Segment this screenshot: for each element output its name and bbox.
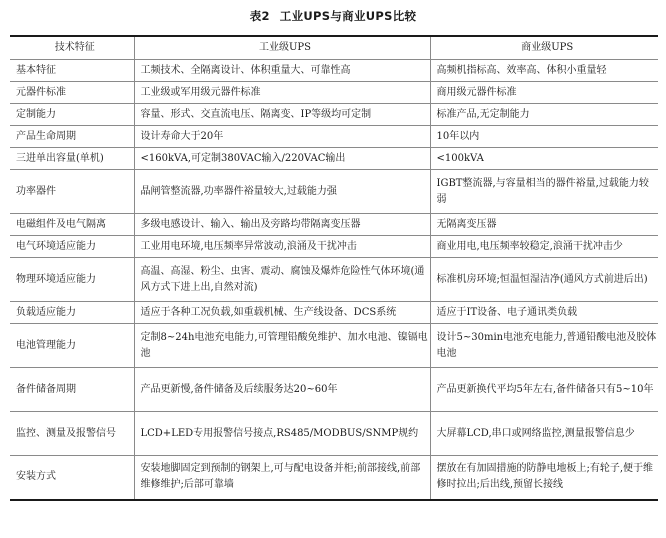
header-industrial: 工业级UPS [134, 36, 430, 60]
feature-cell: 元器件标准 [10, 82, 134, 104]
commercial-cell: 无隔离变压器 [430, 214, 658, 236]
commercial-cell: 10年以内 [430, 126, 658, 148]
commercial-cell: 商业用电,电压频率较稳定,浪涌干扰冲击少 [430, 236, 658, 258]
header-feature: 技术特征 [10, 36, 134, 60]
feature-cell: 产品生命周期 [10, 126, 134, 148]
table-caption [0, 8, 666, 24]
commercial-cell: 适应于IT设备、电子通讯类负载 [430, 302, 658, 324]
feature-cell: 电气环境适应能力 [10, 236, 134, 258]
table-row [10, 368, 658, 412]
industrial-cell: 高温、高湿、粉尘、虫害、震动、腐蚀及爆炸危险性气体环境(通风方式下进上出,自然对流) [134, 258, 430, 302]
commercial-cell: 标准机房环境;恒温恒湿洁净(通风方式前进后出) [430, 258, 658, 302]
commercial-cell: IGBT整流器,与容量相当的器件裕量,过载能力较弱 [430, 170, 658, 214]
feature-cell: 监控、测量及报警信号 [10, 412, 134, 456]
industrial-cell: 定制8~24h电池充电能力,可管理铅酸免维护、加水电池、镍镉电池 [134, 324, 430, 368]
feature-cell: 负载适应能力 [10, 302, 134, 324]
table-number: 表2 [249, 9, 270, 23]
industrial-cell: 安装地脚固定到预制的钢架上,可与配电设备并柜;前部接线,前部维修维护;后部可靠墙 [134, 456, 430, 500]
industrial-cell: 适应于各种工况负载,如重载机械、生产线设备、DCS系统 [134, 302, 430, 324]
commercial-cell: 商用级元器件标准 [430, 82, 658, 104]
industrial-cell: 工业级或军用级元器件标准 [134, 82, 430, 104]
commercial-cell: 标准产品,无定制能力 [430, 104, 658, 126]
feature-cell: 定制能力 [10, 104, 134, 126]
industrial-cell: 多级电感设计、输入、输出及旁路均带隔离变压器 [134, 214, 430, 236]
commercial-cell: 高频机指标高、效率高、体积小重量轻 [430, 60, 658, 82]
header-row [10, 36, 658, 60]
table-row [10, 148, 658, 170]
commercial-cell: 大屏幕LCD,串口或网络监控,测量报警信息少 [430, 412, 658, 456]
feature-cell: 三进单出容量(单机) [10, 148, 134, 170]
feature-cell: 物理环境适应能力 [10, 258, 134, 302]
feature-cell: 电池管理能力 [10, 324, 134, 368]
table-title: 工业UPS与商业UPS比较 [279, 9, 417, 23]
feature-cell: 基本特征 [10, 60, 134, 82]
table-row [10, 126, 658, 148]
commercial-cell: <100kVA [430, 148, 658, 170]
industrial-cell: 晶闸管整流器,功率器件裕量较大,过载能力强 [134, 170, 430, 214]
industrial-cell: 容量、形式、交直流电压、隔离变、IP等级均可定制 [134, 104, 430, 126]
table-row [10, 456, 658, 500]
table-row [10, 236, 658, 258]
header-commercial: 商业级UPS [430, 36, 658, 60]
industrial-cell: <160kVA,可定制380VAC输入/220VAC输出 [134, 148, 430, 170]
feature-cell: 电磁组件及电气隔离 [10, 214, 134, 236]
industrial-cell: 产品更新慢,备件储备及后续服务达20~60年 [134, 368, 430, 412]
industrial-cell: 工业用电环境,电压频率异常波动,浪涌及干扰冲击 [134, 236, 430, 258]
feature-cell: 安装方式 [10, 456, 134, 500]
commercial-cell: 设计5~30min电池充电能力,普通铅酸电池及胶体电池 [430, 324, 658, 368]
table-row [10, 104, 658, 126]
commercial-cell: 摆放在有加固措施的防静电地板上;有轮子,便于维修时拉出;后出线,预留长接线 [430, 456, 658, 500]
table-row [10, 324, 658, 368]
table-row [10, 412, 658, 456]
table-row [10, 214, 658, 236]
table-row [10, 258, 658, 302]
table-row [10, 82, 658, 104]
comparison-table [10, 35, 658, 501]
table-row [10, 60, 658, 82]
industrial-cell: 工频技术、全隔离设计、体积重量大、可靠性高 [134, 60, 430, 82]
table-row [10, 170, 658, 214]
industrial-cell: LCD+LED专用报警信号接点,RS485/MODBUS/SNMP规约 [134, 412, 430, 456]
feature-cell: 备件储备周期 [10, 368, 134, 412]
feature-cell: 功率器件 [10, 170, 134, 214]
industrial-cell: 设计寿命大于20年 [134, 126, 430, 148]
commercial-cell: 产品更新换代平均5年左右,备件储备只有5~10年 [430, 368, 658, 412]
table-row [10, 302, 658, 324]
